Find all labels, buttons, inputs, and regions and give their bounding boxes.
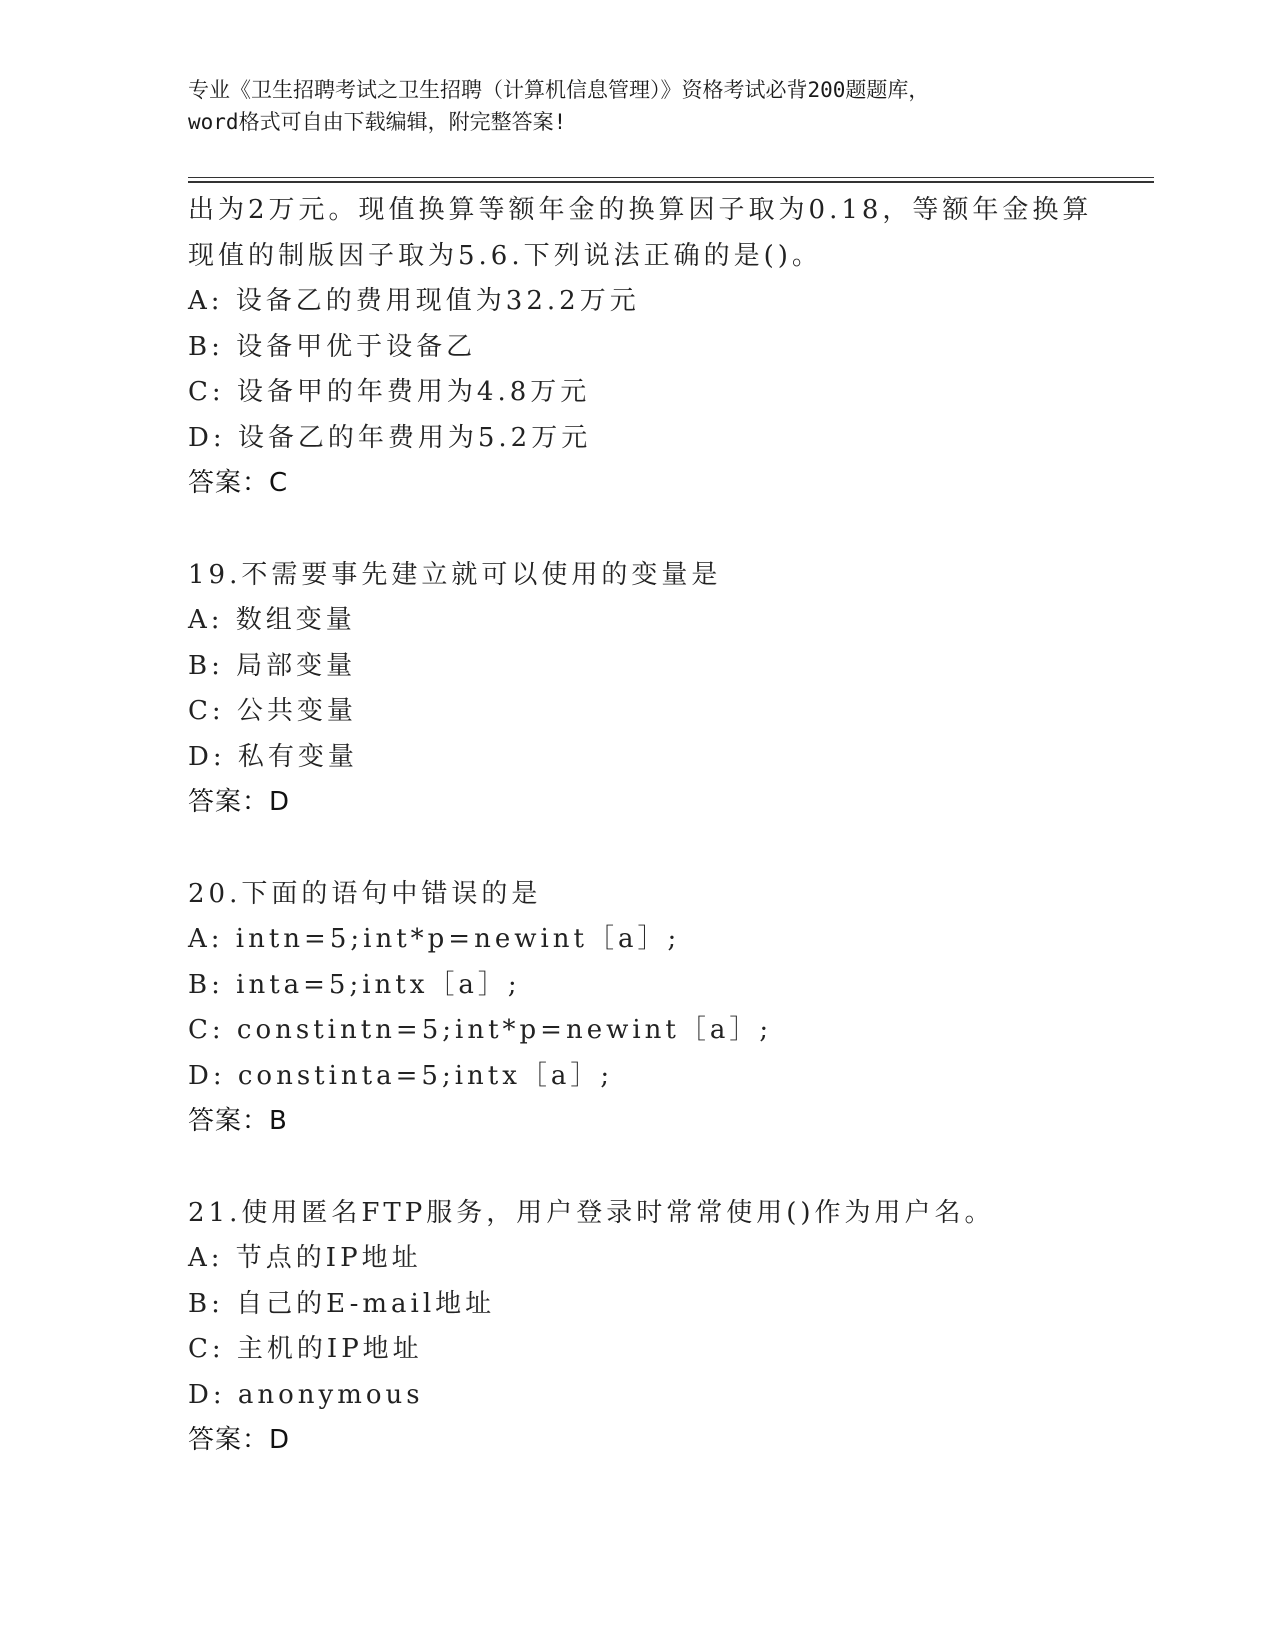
option-a: A: 设备乙的费用现值为32.2万元: [188, 286, 640, 316]
question-block-continued: [188, 188, 1148, 507]
header-divider-thin: [188, 177, 1154, 178]
question-stem: 19.不需要事先建立就可以使用的变量是: [188, 559, 722, 590]
option-b: B: 局部变量: [188, 650, 357, 681]
option-a: A: 数组变量: [188, 605, 356, 635]
option-c: C: 公共变量: [188, 696, 357, 726]
header-title-line-2: word格式可自由下载编辑，附完整答案!: [188, 110, 567, 134]
option-c: C: 设备甲的年费用为4.8万元: [188, 377, 591, 407]
question-block-19: [188, 553, 1148, 826]
answer-line: 答案：B: [188, 1106, 288, 1136]
option-c: C: 主机的IP地址: [188, 1334, 423, 1364]
question-block-21: [188, 1191, 1148, 1464]
question-stem: 20.下面的语句中错误的是: [188, 878, 542, 909]
question-stem-continued-line-2: 现值的制版因子取为5.6.下列说法正确的是()。: [188, 240, 822, 271]
document-header: [188, 74, 1088, 138]
spacer: [188, 826, 1148, 872]
spacer: [188, 1145, 1148, 1191]
question-block-20: [188, 872, 1148, 1145]
header-divider-thick: [188, 181, 1154, 183]
question-stem: 21.使用匿名FTP服务，用户登录时常常使用()作为用户名。: [188, 1197, 995, 1228]
option-b: B: inta=5;intx［a］;: [188, 969, 521, 1000]
option-d: D: 私有变量: [188, 741, 358, 772]
answer-line: 答案：D: [188, 1425, 291, 1455]
option-d: D: constinta=5;intx［a］;: [188, 1060, 614, 1091]
question-list: [188, 188, 1148, 1464]
option-b: B: 自己的E-mail地址: [188, 1288, 496, 1319]
option-d: D: 设备乙的年费用为5.2万元: [188, 422, 592, 453]
option-a: A: intn=5;int*p=newint［a］;: [188, 924, 681, 954]
option-d: D: anonymous: [188, 1379, 424, 1410]
answer-line: 答案：C: [188, 468, 289, 498]
answer-line: 答案：D: [188, 787, 291, 817]
option-c: C: constintn=5;int*p=newint［a］;: [188, 1015, 773, 1045]
option-a: A: 节点的IP地址: [188, 1243, 422, 1273]
option-b: B: 设备甲优于设备乙: [188, 331, 477, 362]
question-stem-continued-line-1: 出为2万元。现值换算等额年金的换算因子取为0.18，等额年金换算: [188, 195, 1093, 225]
spacer: [188, 507, 1148, 553]
header-title-line-1: 专业《卫生招聘考试之卫生招聘（计算机信息管理）》资格考试必背200题题库，: [188, 78, 930, 102]
